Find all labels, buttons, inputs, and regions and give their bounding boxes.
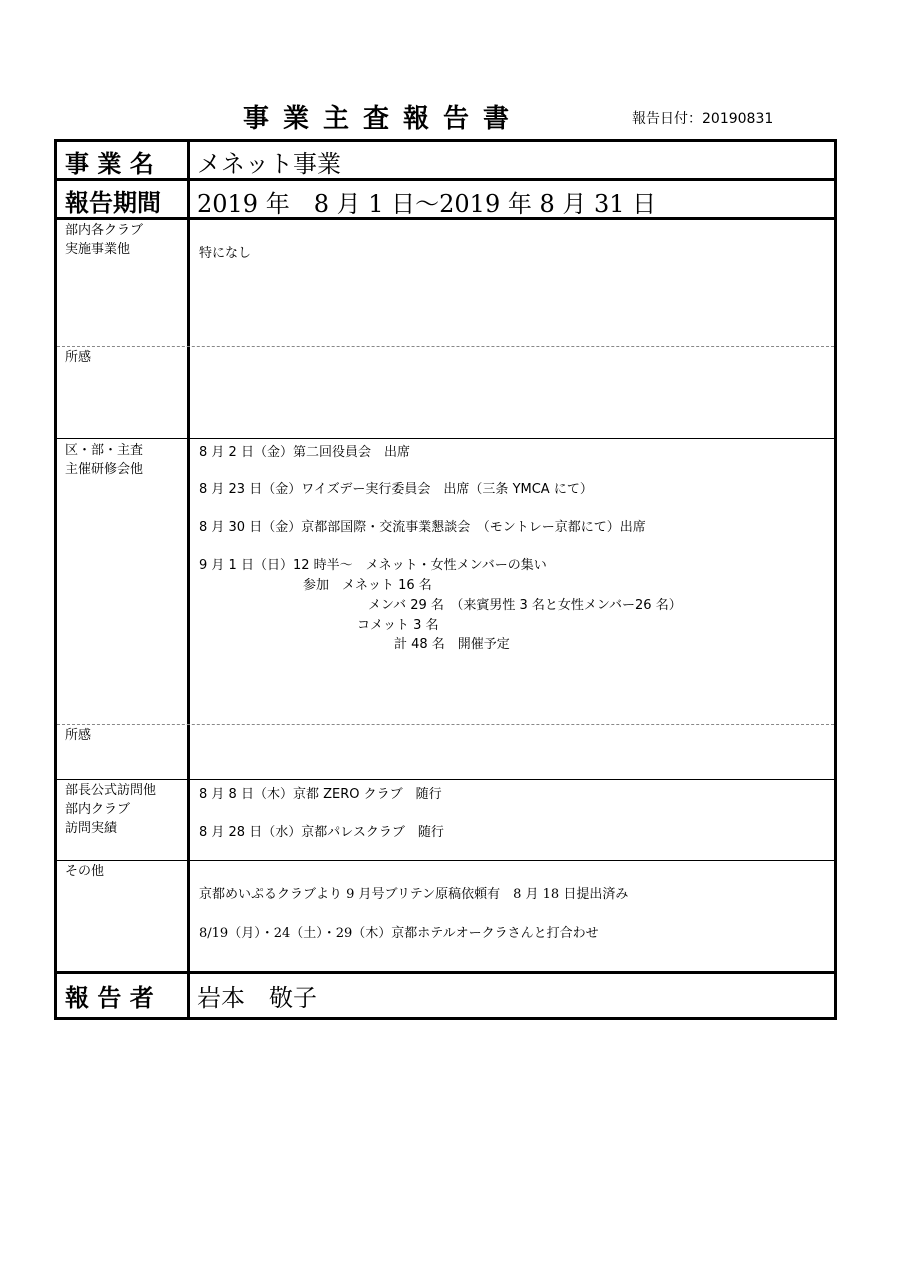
attendance-total-participants: 参加 メネット 16 名 (303, 578, 432, 593)
column-divider (187, 142, 190, 1017)
district-remarks-label: 所感 (65, 728, 92, 743)
visits-label: 部長公式訪問他 部内クラブ 訪問実績 (65, 783, 157, 836)
district-event-item: 8 月 23 日（金）ワイズデー実行委員会 出席（三条 YMCA にて） (199, 482, 593, 497)
report-date: 報告日付：20190831 (632, 111, 774, 127)
row-divider (57, 438, 834, 439)
club-events-remarks-label: 所感 (65, 350, 92, 365)
row-divider (57, 971, 834, 974)
project-name-value: メネット事業 (197, 150, 341, 178)
visit-item: 8 月 28 日（水）京都パレスクラブ 随行 (199, 825, 444, 840)
row-divider (57, 860, 834, 861)
club-events-content: 特になし (199, 246, 252, 261)
reporter-name: 岩本 敬子 (197, 984, 317, 1012)
other-item: 8/19（月）・24（土）・29（木）京都ホテルオークラさんと打合わせ (199, 926, 599, 941)
attendance-members: メンバ 29 名 （来賓男性 3 名と女性メンバー26 名） (368, 598, 682, 613)
district-event-item: 9 月 1 日（日）12 時半～ メネット・女性メンバーの集い (199, 558, 547, 573)
row-divider (57, 178, 834, 181)
report-period-label: 報告期間 (65, 189, 161, 217)
attendance-comets: コメット 3 名 (357, 618, 439, 633)
document-title: 事業主査報告書 (243, 104, 524, 134)
dotted-divider (57, 346, 834, 347)
club-events-label: 部内各クラブ 実施事業他 (65, 223, 144, 257)
district-event-item: 8 月 30 日（金）京都部国際・交流事業懇談会 （モントレー京都にて）出席 (199, 520, 646, 535)
reporter-label: 報 告 者 (65, 984, 154, 1012)
district-events-label: 区・部・主査 主催研修会他 (65, 443, 144, 477)
project-name-label: 事 業 名 (65, 150, 154, 178)
attendance-total: 計 48 名 開催予定 (394, 637, 510, 652)
visit-item: 8 月 8 日（木）京都 ZERO クラブ 随行 (199, 787, 442, 802)
dotted-divider (57, 724, 834, 725)
other-label: その他 (65, 864, 105, 879)
other-item: 京都めいぷるクラブより 9 月号ブリテン原稿依頼有 8 月 18 日提出済み (199, 887, 629, 902)
report-form (54, 139, 837, 1020)
report-period-value: 2019 年 8 月 1 日～2019 年 8 月 31 日 (197, 190, 657, 218)
row-divider (57, 779, 834, 780)
district-event-item: 8 月 2 日（金）第二回役員会 出席 (199, 445, 410, 460)
